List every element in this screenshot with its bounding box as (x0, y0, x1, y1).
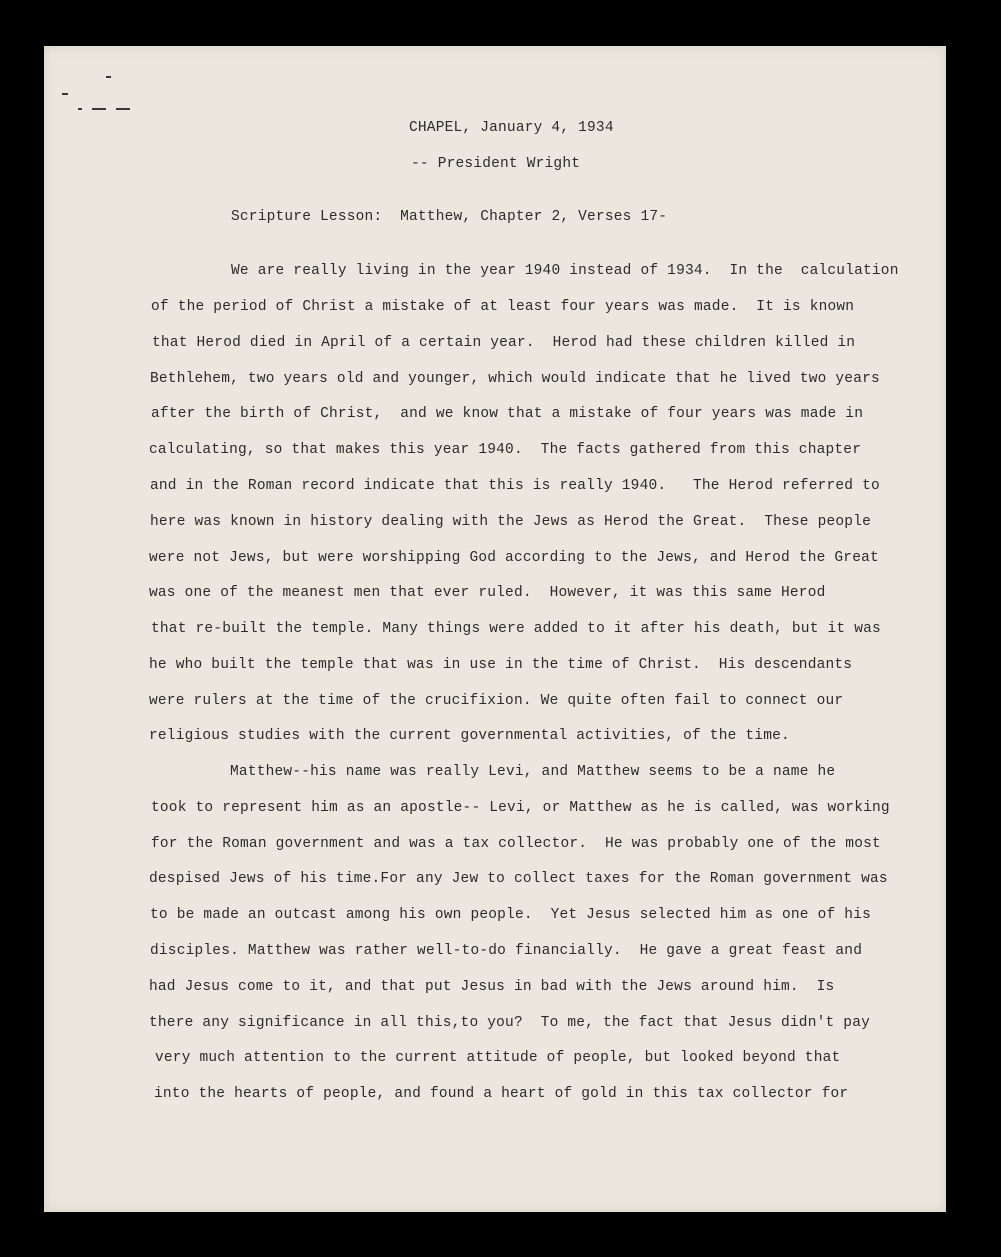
body-line: that Herod died in April of a certain year. Herod had these children killed in (152, 335, 856, 351)
margin-mark (106, 76, 111, 78)
body-line: calculating, so that makes this year 1940. The facts gathered from this chapter (149, 442, 862, 458)
body-line: was one of the meanest men that ever ruled. However, it was this same Herod (149, 585, 826, 601)
body-line: were rulers at the time of the crucifixion. We quite often fail to connect our (149, 693, 844, 709)
body-line: for the Roman government and was a tax collector. He was probably one of the most (151, 836, 881, 852)
body-line: and in the Roman record indicate that this is really 1940. The Herod referred to (150, 478, 880, 494)
speaker-line: -- President Wright (411, 156, 581, 172)
body-line: were not Jews, but were worshipping God according to the Jews, and Herod the Great (149, 550, 879, 566)
body-line: We are really living in the year 1940 instead of 1934. In the calculation (231, 263, 899, 279)
body-line: that re-built the temple. Many things were added to it after his death, but it was (151, 621, 881, 637)
body-line: into the hearts of people, and found a heart of gold in this tax collector for (154, 1086, 849, 1102)
body-line: Matthew--his name was really Levi, and Matthew seems to be a name he (230, 764, 836, 780)
body-line: of the period of Christ a mistake of at least four years was made. It is known (151, 299, 855, 315)
margin-mark (92, 108, 106, 110)
body-line: had Jesus come to it, and that put Jesus in bad with the Jews around him. Is (149, 979, 835, 995)
margin-mark (78, 108, 82, 110)
body-line: disciples. Matthew was rather well-to-do financially. He gave a great feast and (150, 943, 863, 959)
body-line: after the birth of Christ, and we know that a mistake of four years was made in (151, 406, 864, 422)
body-line: he who built the temple that was in use in the time of Christ. His descendants (149, 657, 853, 673)
body-line: Bethlehem, two years old and younger, which would indicate that he lived two years (150, 371, 880, 387)
margin-mark (116, 108, 130, 110)
body-line: took to represent him as an apostle-- Levi, or Matthew as he is called, was working (151, 800, 890, 816)
body-line: here was known in history dealing with the Jews as Herod the Great. These people (150, 514, 872, 530)
document-title: CHAPEL, January 4, 1934 (409, 120, 614, 136)
body-line: religious studies with the current governmental activities, of the time. (149, 728, 790, 744)
body-line: very much attention to the current attitude of people, but looked beyond that (155, 1050, 841, 1066)
scripture-lesson: Scripture Lesson: Matthew, Chapter 2, Verses 17- (231, 209, 668, 225)
body-line: despised Jews of his time.For any Jew to collect taxes for the Roman government was (149, 871, 888, 887)
body-line: there any significance in all this,to you? To me, the fact that Jesus didn't pay (149, 1015, 871, 1031)
margin-mark (62, 93, 68, 95)
body-line: to be made an outcast among his own people. Yet Jesus selected him as one of his (150, 907, 872, 923)
